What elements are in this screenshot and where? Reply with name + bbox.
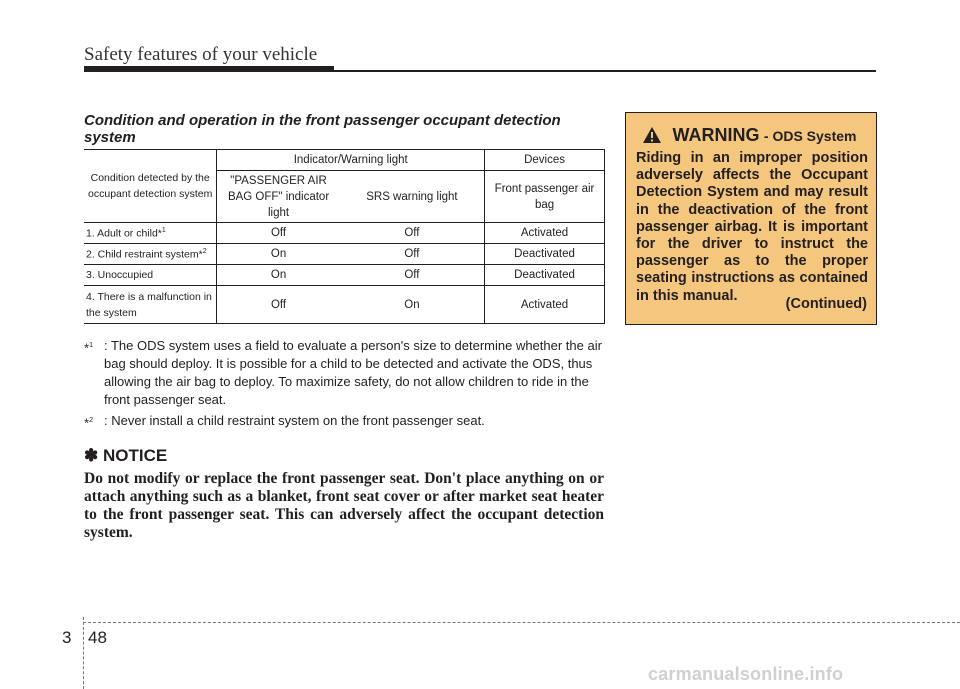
page-number: 48 (88, 628, 107, 647)
notice-body: Do not modify or replace the front passenger seat. Don't place anything on or attach anything such as a blanket, front seat cover or after market seat heater to the front passenger seat. This can adversely affect the occupant detection system. (84, 470, 604, 541)
column-header-condition: Condition detected by the occupant detection system (84, 150, 217, 223)
table-row (84, 244, 605, 265)
warning-continued: (Continued) (785, 296, 867, 312)
notice-title: NOTICE (102, 446, 168, 465)
section-title: Condition and operation in the front passenger occupant detection system (84, 112, 561, 146)
indicator-cell: Off (217, 286, 340, 324)
indicator-cell: On (217, 265, 340, 286)
header-rule-thick (84, 66, 334, 72)
section-number: 3 (62, 628, 72, 647)
airbag-cell: Activated (485, 223, 605, 244)
watermark: carmanualsonline.info (648, 664, 844, 684)
srs-cell: On (340, 286, 485, 324)
condition-cell: 3. Unoccupied (84, 265, 217, 286)
footnote-marker: *$^1$ (84, 340, 93, 356)
warning-subtitle: - ODS System (763, 128, 857, 144)
footer-divider-vertical (83, 617, 84, 689)
warning-box (625, 112, 877, 325)
warning-heading (642, 125, 857, 149)
column-header-front-passenger-airbag: Front passenger air bag (485, 171, 605, 223)
condition-cell: 4. There is a malfunction in the system (84, 286, 217, 324)
condition-cell: 2. Child restraint system*$^2$ (84, 244, 217, 265)
condition-cell: 1. Adult or child*$^1$ (84, 223, 217, 244)
indicator-cell: Off (217, 223, 340, 244)
srs-cell: Off (340, 265, 485, 286)
header-rule-thin (334, 70, 876, 72)
ods-condition-table (84, 149, 605, 324)
footnote-2 (84, 412, 606, 430)
column-header-passenger-airbag-off: "PASSENGER AIR BAG OFF" indicator light (217, 171, 340, 223)
notice-heading (84, 446, 167, 466)
footnotes (84, 337, 606, 433)
footnote-marker: *$^2$ (84, 415, 93, 431)
column-header-devices: Devices (485, 150, 605, 171)
footnote-1 (84, 337, 606, 409)
airbag-cell: Deactivated (485, 265, 605, 286)
table-row (84, 223, 605, 244)
column-header-indicator-group: Indicator/Warning light (217, 150, 485, 171)
footnote-text: : The ODS system uses a field to evaluate a person's size to determine whether the air bag should deploy. It is possible for a child to be detected and activate the ODS, thus allowing the air bag to deploy. To maximize safety, do not allow children to ride in the front passenger seat. (104, 338, 602, 407)
airbag-cell: Activated (485, 286, 605, 324)
page-header-title: Safety features of your vehicle (84, 44, 318, 65)
column-header-srs-warning-light: SRS warning light (340, 171, 485, 223)
footnote-text: : Never install a child restraint system on the front passenger seat. (104, 413, 485, 428)
table-row (84, 286, 605, 324)
footer-divider-horizontal (83, 622, 960, 623)
warning-body: Riding in an improper position adversely affects the Occupant Detection System and may result in the deactivation of the front passenger airbag. It is important for the driver to instruct the passenger as to the proper seating instructions as contained in this manual. (636, 150, 868, 304)
srs-cell: Off (340, 223, 485, 244)
airbag-cell: Deactivated (485, 244, 605, 265)
warning-title: WARNING (672, 125, 760, 145)
table-row (84, 265, 605, 286)
notice-symbol-icon: ✽ (84, 446, 99, 465)
indicator-cell: On (217, 244, 340, 265)
srs-cell: Off (340, 244, 485, 265)
warning-triangle-icon (642, 126, 662, 149)
table-header-row (84, 150, 605, 171)
